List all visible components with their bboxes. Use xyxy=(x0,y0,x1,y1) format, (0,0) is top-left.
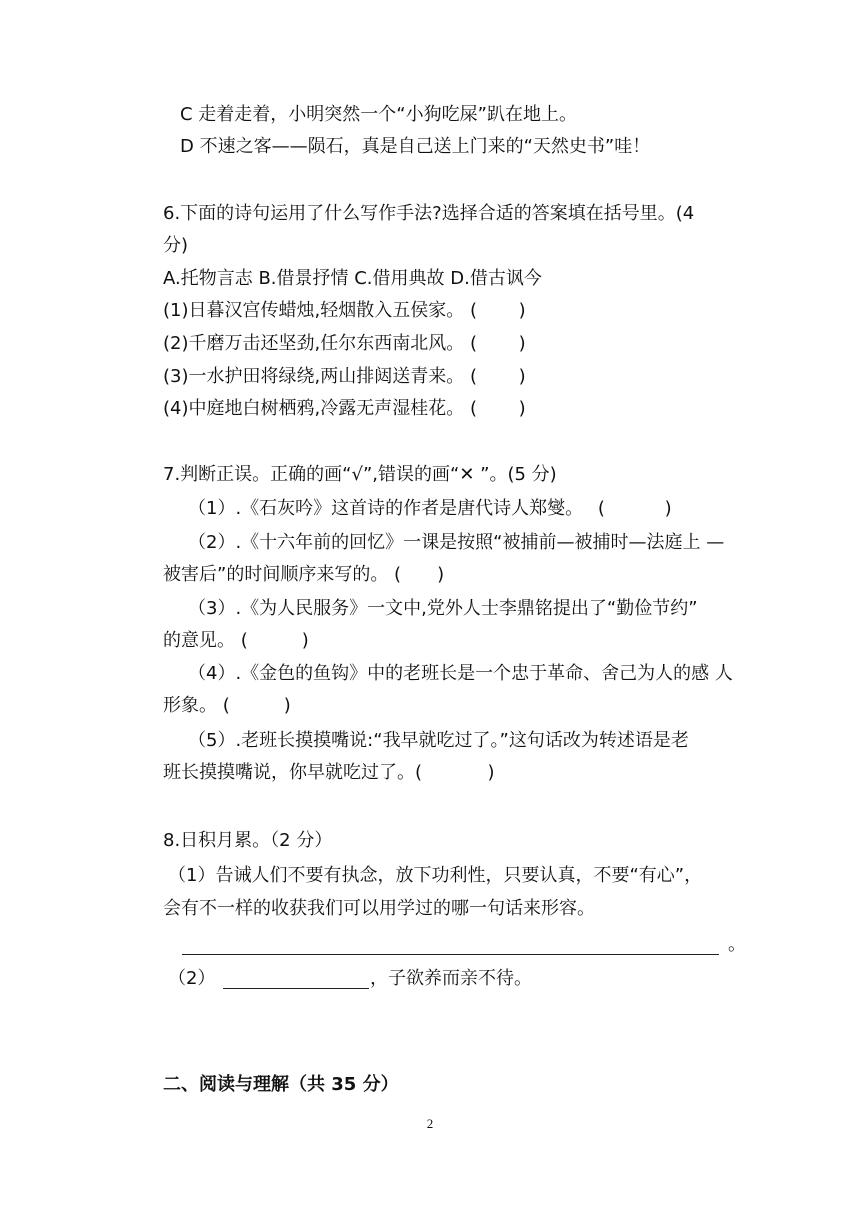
q8-part1-line1: （1）告诫人们不要有执念，放下功利性，只要认真，不要“有心”， xyxy=(168,865,703,886)
q5-option-c: C 走着走着，小明突然一个“小狗吃屎”趴在地上。 xyxy=(180,104,577,125)
q6-item-4: (4)中庭地白树栖鸦,冷露无声湿桂花。 ( ) xyxy=(163,398,526,419)
q6-item-1: (1)日暮汉宫传蜡烛,轻烟散入五侯家。 ( ) xyxy=(163,300,526,321)
q7-item-2-cont: 被害后”的时间顺序来写的。 ( ) xyxy=(163,564,445,585)
q8-part2-label: （2） xyxy=(168,968,216,989)
q8-answer-blank-2[interactable] xyxy=(223,968,369,989)
q7-item-2: （2）.《十六年前的回忆》一课是按照“被捕前—被捕时—法庭上 — xyxy=(188,532,725,553)
page-number: 2 xyxy=(426,1116,434,1131)
section-heading-reading: 二、阅读与理解（共 35 分） xyxy=(163,1074,399,1095)
q6-options: A.托物言志 B.借景抒情 C.借用典故 D.借古讽今 xyxy=(163,268,542,289)
q5-option-d: D 不速之客——陨石，真是自己送上门来的“天然史书”哇！ xyxy=(180,136,651,157)
q7-item-1: （1）.《石灰吟》这首诗的作者是唐代诗人郑燮。 ( ) xyxy=(188,498,672,519)
q7-item-3: （3）.《为人民服务》一文中,党外人士李鼎铭提出了“勤俭节约” xyxy=(188,598,698,619)
q6-item-3: (3)一水护田将绿绕,两山排闼送青来。 ( ) xyxy=(163,366,526,387)
q8-part1-line2: 会有不一样的收获我们可以用学过的哪一句话来形容。 xyxy=(163,898,595,919)
q7-item-5: （5）.老班长摸摸嘴说:“我早就吃过了。”这句话改为转述语是老 xyxy=(188,730,689,751)
q7-item-5-cont: 班长摸摸嘴说，你早就吃过了。( ) xyxy=(163,762,495,783)
q8-part2-text: ，子欲养而亲不待。 xyxy=(370,968,532,989)
q8-answer-blank-1[interactable] xyxy=(182,934,719,955)
q6-item-2: (2)千磨万击还坚劲,任尔东西南北风。 ( ) xyxy=(163,333,526,354)
q7-item-3-cont: 的意见。 ( ) xyxy=(163,630,309,651)
q6-stem-cont: 分) xyxy=(163,235,189,256)
q7-item-4: （4）.《金色的鱼钩》中的老班长是一个忠于革命、舍己为人的感 人 xyxy=(188,663,733,684)
q7-item-4-cont: 形象。 ( ) xyxy=(163,695,291,716)
q8-part1-period: 。 xyxy=(728,934,746,955)
q6-stem: 6.下面的诗句运用了什么写作手法?选择合适的答案填在括号里。(4 xyxy=(163,203,695,224)
q7-stem: 7.判断正误。正确的画“√”,错误的画“✕ ”。(5 分) xyxy=(163,464,557,485)
q8-stem: 8.日积月累。（2 分） xyxy=(163,830,333,851)
